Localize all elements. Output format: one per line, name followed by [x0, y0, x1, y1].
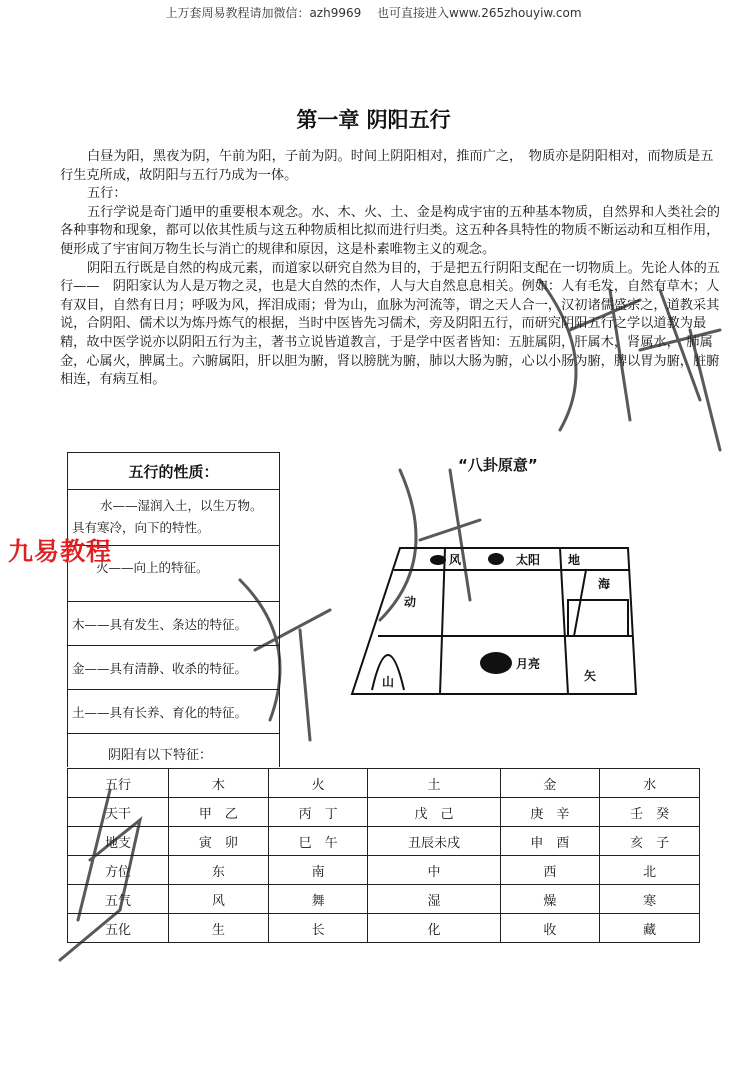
label-wind: 风: [449, 553, 462, 567]
table-row: [68, 827, 700, 856]
table-cell: 湿: [368, 885, 500, 914]
table-row: [68, 914, 700, 943]
body-text: [60, 148, 722, 390]
table-cell: 生: [169, 914, 269, 943]
table-cell: 壬 癸: [600, 798, 700, 827]
property-water-line2: 具有寒冷，向下的特性。: [72, 520, 210, 535]
wind-icon: [430, 555, 446, 565]
table-row: [68, 769, 700, 798]
paragraph: 五行：: [87, 186, 127, 202]
properties-heading: 五行的性质：: [68, 453, 279, 490]
sun-icon: [488, 553, 504, 565]
table-cell: 风: [169, 885, 269, 914]
table-cell: 丑辰未戌: [368, 827, 500, 856]
table-cell: 北: [600, 856, 700, 885]
properties-footer: 阴阳有以下特征：: [108, 748, 213, 763]
label-mountain: 山: [382, 675, 395, 689]
label-moon: 月亮: [516, 657, 541, 671]
table-cell: 亥 子: [600, 827, 700, 856]
table-cell: 木: [169, 769, 269, 798]
table-cell: 申 酉: [500, 827, 600, 856]
table-cell: 巳 午: [268, 827, 368, 856]
table-cell: 燥: [500, 885, 600, 914]
table-cell: 西: [500, 856, 600, 885]
table-cell: 舞: [268, 885, 368, 914]
table-cell: 戊 己: [368, 798, 500, 827]
table-cell: 寒: [600, 885, 700, 914]
property-water-line1: 水——湿润入土，以生万物。: [100, 498, 263, 513]
header-note: 上万套周易教程请加微信：azh9969 也可直接进入www.265zhouyiw.com: [165, 6, 582, 20]
table-cell: 水: [600, 769, 700, 798]
table-cell: 南: [268, 856, 368, 885]
row-label: 五气: [68, 885, 169, 914]
table-cell: 东: [169, 856, 269, 885]
table-cell: 土: [368, 769, 500, 798]
table-row: [68, 856, 700, 885]
label-earth: 地: [568, 553, 581, 567]
chapter-title: 第一章 阴阳五行: [296, 108, 451, 132]
table-cell: 庚 辛: [500, 798, 600, 827]
table-cell: 寅 卯: [169, 827, 269, 856]
table-cell: 长: [268, 914, 368, 943]
row-label: 五化: [68, 914, 169, 943]
property-fire: 火——向上的特征。: [68, 546, 279, 602]
property-metal: 金——具有清静、收杀的特征。: [68, 646, 279, 690]
row-label: 五行: [68, 769, 169, 798]
bagua-title: “八卦原意”: [458, 456, 538, 474]
table-cell: 藏: [600, 914, 700, 943]
brand-logo: 九易教程: [8, 537, 113, 566]
paragraph: 白昼为阳，黑夜为阴，午前为阳，子前为阴。时间上阴阳相对，推而广之， 物质亦是阴阳相对，而物质是五行生克所成，故阴阳与五行乃成为一体。: [60, 149, 714, 183]
table-row: [68, 885, 700, 914]
table-cell: 化: [368, 914, 500, 943]
table-cell: 甲 乙: [169, 798, 269, 827]
row-label: 方位: [68, 856, 169, 885]
row-label: 地支: [68, 827, 169, 856]
five-elements-properties-box: [67, 452, 280, 767]
paragraph: 五行学说是奇门遁甲的重要根本观念。水、木、火、土、金是构成宇宙的五种基本物质，自然界和人类社会的各种事物和现象，都可以依其性质与这五种物质相比拟而进行归类。这五种各具特性的物质不断运动和互相作用，便形成了宇宙间万物生长与消亡的规律和原因，这是朴素唯物主义的观念。: [60, 204, 720, 257]
table-cell: 丙 丁: [268, 798, 368, 827]
table-row: [68, 798, 700, 827]
label-move: 动: [404, 595, 417, 609]
moon-icon: [480, 652, 512, 674]
table-cell: 中: [368, 856, 500, 885]
property-wood: 木——具有发生、条达的特征。: [68, 602, 279, 646]
row-label: 天干: [68, 798, 169, 827]
table-cell: 收: [500, 914, 600, 943]
table-cell: 火: [268, 769, 368, 798]
label-sea: 海: [598, 577, 611, 591]
property-earth: 土——具有长养、育化的特征。: [68, 690, 279, 734]
label-arrow: 矢: [584, 669, 597, 683]
bagua-diagram: [348, 540, 648, 706]
five-elements-table: [67, 768, 700, 943]
table-cell: 金: [500, 769, 600, 798]
label-sun: 太阳: [516, 553, 541, 567]
paragraph: 阴阳五行既是自然的构成元素，而道家以研究自然为目的，于是把五行阴阳支配在一切物质上。先论人体的五行—— 阴阳家认为人是万物之灵，也是大自然的杰作，人与大自然息息相关。例如：人有毛发，自然有草木；人有双目，自然有日月；呼吸为风，挥泪成雨；骨为山，血脉为河流等，谓之天人合一，汉初诸儒盛宗之，道教采其说，合阴阳、儒术以为炼丹炼气的根据，当时中医皆先习儒术，旁及阴阳五行，而研究阴阳五行之学以道教为最精，故中医学说亦以阴阳五行为主，著书立说皆道教言，于是学中医者皆知：五脏属阴，肝属木，肾属水， 肺属金，心属火，脾属土。六腑属阳，肝以胆为腑，肾以膀胱为腑，肺以大肠为腑，心以小肠为腑，脾以胃为腑，脏腑相连，有病互相。: [60, 260, 720, 388]
